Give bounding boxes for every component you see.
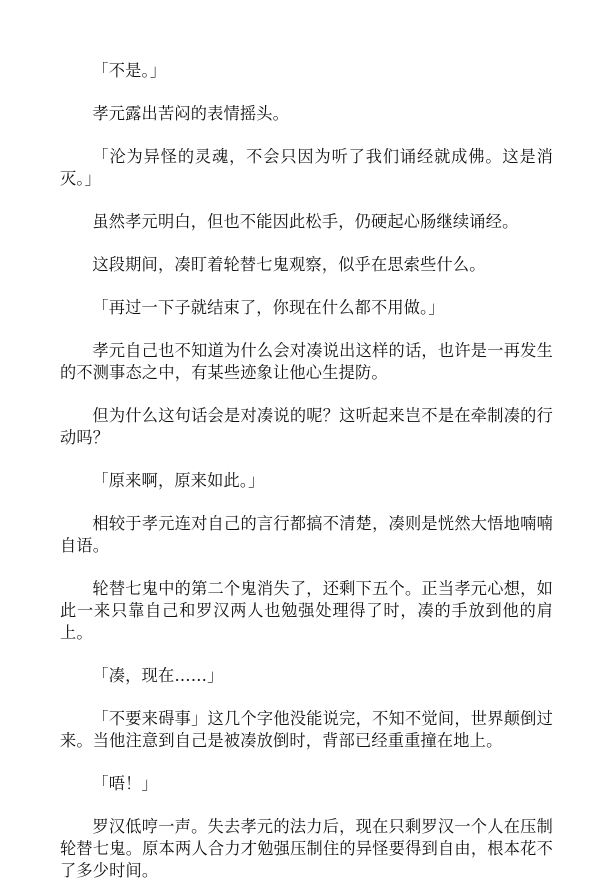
paragraph: 相较于孝元连对自己的言行都搞不清楚，凑则是恍然大悟地喃喃自语。 <box>60 514 553 555</box>
paragraph: 「原来啊，原来如此。」 <box>92 471 265 490</box>
paragraph: 孝元露出苦闷的表情摇头。 <box>92 104 290 123</box>
paragraph: 「再过一下子就结束了，你现在什么都不用做。」 <box>92 298 445 317</box>
paragraph: 「沦为异怪的灵魂，不会只因为听了我们诵经就成佛。这是消灭。」 <box>60 147 553 188</box>
paragraph: 「不是。」 <box>92 61 167 80</box>
paragraph: 这段期间，凑盯着轮替七鬼观察，似乎在思索些什么。 <box>92 255 486 274</box>
paragraph: 「凑，现在……」 <box>92 666 224 685</box>
paragraph: 孝元自己也不知道为什么会对凑说出这样的话，也许是一再发生的不测事态之中，有某些迹象让他心生提防。 <box>60 341 553 382</box>
paragraph: 「唔！」 <box>92 774 158 793</box>
paragraph: 罗汉低哼一声。失去孝元的法力后，现在只剩罗汉一个人在压制轮替七鬼。原本两人合力才勉强压制住的异怪要得到自由，根本花不了多少时间。 <box>60 817 553 880</box>
paragraph: 虽然孝元明白，但也不能因此松手，仍硬起心肠继续诵经。 <box>92 212 519 231</box>
paragraph: 但为什么这句话会是对凑说的呢？这听起来岂不是在牵制凑的行动吗？ <box>60 406 553 447</box>
paragraph: 「不要来碍事」这几个字他没能说完，不知不觉间，世界颠倒过来。当他注意到自己是被凑放倒时，背部已经重重撞在地上。 <box>60 709 553 750</box>
paragraph: 轮替七鬼中的第二个鬼消失了，还剩下五个。正当孝元心想，如此一来只靠自己和罗汉两人也勉强处理得了时，凑的手放到他的肩上。 <box>60 579 553 642</box>
